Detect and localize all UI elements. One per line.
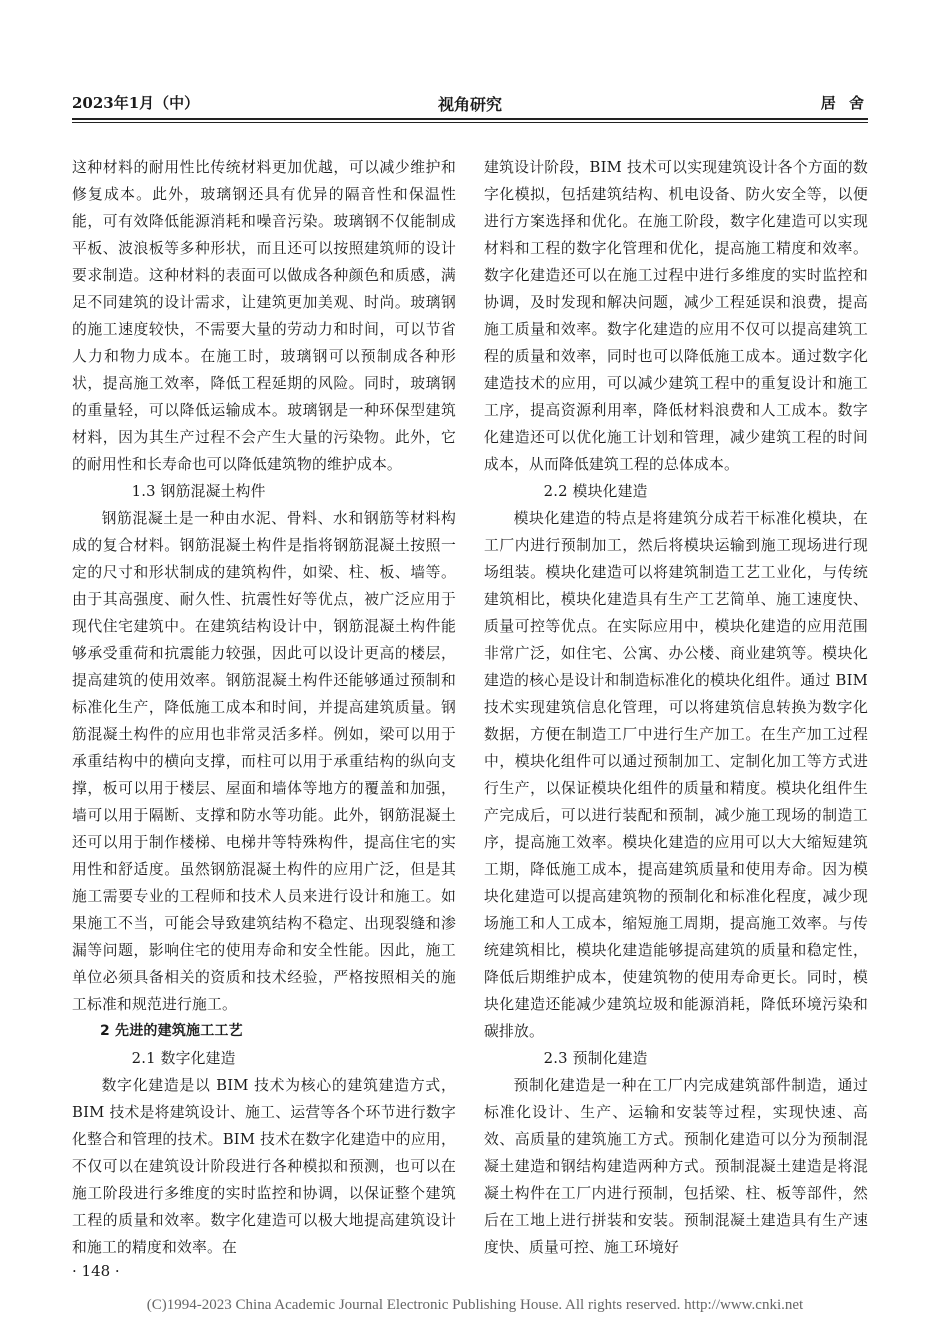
paragraph: 钢筋混凝土是一种由水泥、骨料、水和钢筋等材料构成的复合材料。钢筋混凝土构件是指将钢筋混凝土按照一定的尺寸和形状制成的建筑构件，如梁、柱、板、墙等。由于其高强度、耐久性、抗震性好等优点，被广泛应用于现代住宅建筑中。在建筑结构设计中，钢筋混凝土构件能够承受重荷和抗震能力较强，因此可以设计更高的楼层，提高建筑的使用效率。钢筋混凝土构件还能够通过预制和标准化生产，降低施工成本和时间，并提高建筑质量。钢筋混凝土构件的应用也非常灵活多样。例如，梁可以用于承重结构中的横向支撑，而柱可以用于承重结构的纵向支撑，板可以用于楼层、屋面和墙体等地方的覆盖和加强，墙可以用于隔断、支撑和防水等功能。此外，钢筋混凝土还可以用于制作楼梯、电梯井等特殊构件，提高住宅的实用性和舒适度。虽然钢筋混凝土构件的应用广泛，但是其施工需要专业的工程师和技术人员来进行设计和施工。如果施工不当，可能会导致建筑结构不稳定、出现裂缝和渗漏等问题，影响住宅的使用寿命和安全性能。因此，施工单位必须具备相关的资质和技术经验，严格按照相关的施工标准和规范进行施工。 — [72, 510, 456, 1013]
subsection-heading: 1.3 钢筋混凝土构件 — [131, 483, 266, 500]
subsection-heading: 2.1 数字化建造 — [131, 1050, 236, 1067]
header-journal-section: 视角研究 — [437, 95, 502, 114]
paragraph: 数字化建造是以 BIM 技术为核心的建筑建造方式，BIM 技术是将建筑设计、施工、运营等各个环节进行数字化整合和管理的技术。BIM 技术在数字化建造中的应用，不仅可以在建筑设计阶段进行各种模拟和预测，也可以在施工阶段进行多维度的实时监控和协调，以保证整个建筑工程的质量和效率。数字化建造可以极大地提高建筑设计和施工的精度和效率。在 — [72, 1077, 456, 1256]
right-column — [484, 154, 868, 1261]
header-date: 2023年1月（中） — [72, 94, 200, 112]
copyright-footer: (C)1994-2023 China Academic Journal Electronic Publishing House. All rights reserved. http://www.cnki.net — [146, 1297, 804, 1313]
subsection-heading: 2.3 预制化建造 — [543, 1050, 648, 1067]
paragraph: 模块化建造的特点是将建筑分成若干标准化模块，在工厂内进行预制加工，然后将模块运输到施工现场进行现场组装。模块化建造可以将建筑制造工艺工业化，与传统建筑相比，模块化建造具有生产工艺简单、施工速度快、质量可控等优点。在实际应用中，模块化建造的应用范围非常广泛，如住宅、公寓、办公楼、商业建筑等。模块化建造的核心是设计和制造标准化的模块化组件。通过 BIM 技术实现建筑信息化管理，可以将建筑信息转换为数字化数据，方便在制造工厂中进行生产加工。在生产加工过程中，模块化组件可以通过预制加工、定制化加工等方式进行生产，以保证模块化组件的质量和精度。模块化组件生产完成后，可以进行装配和预制，减少施工现场的制造工序，提高施工效率。模块化建造的应用可以大大缩短建筑工期，降低施工成本，提高建筑质量和使用寿命。因为模块化建造可以提高建筑物的预制化和标准化程度，减少现场施工和人工成本，缩短施工周期，提高施工效率。与传统建筑相比，模块化建造能够提高建筑的质量和稳定性，降低后期维护成本，使建筑物的使用寿命更长。同时，模块化建造还能减少建筑垃圾和能源消耗，降低环境污染和碳排放。 — [484, 510, 868, 1040]
paragraph-continued: 建筑设计阶段，BIM 技术可以实现建筑设计各个方面的数字化模拟，包括建筑结构、机电设备、防火安全等，以便进行方案选择和优化。在施工阶段，数字化建造可以实现材料和工程的数字化管理和优化，提高施工精度和效率。数字化建造还可以在施工过程中进行多维度的实时监控和协调，及时发现和解决问题，减少工程延误和浪费，提高施工质量和效率。数字化建造的应用不仅可以提高建筑工程的质量和效率，同时也可以降低施工成本。通过数字化建造技术的应用，可以减少建筑工程中的重复设计和施工工序，提高资源利用率，降低材料浪费和人工成本。数字化建造还可以优化施工计划和管理，减少建筑工程的时间成本，从而降低建筑工程的总体成本。 — [484, 159, 868, 473]
section-heading: 2 先进的建筑施工工艺 — [100, 1023, 243, 1039]
left-column — [72, 154, 456, 1261]
paragraph: 预制化建造是一种在工厂内完成建筑部件制造，通过标准化设计、生产、运输和安装等过程，实现快速、高效、高质量的建筑施工方式。预制化建造可以分为预制混凝土建造和钢结构建造两种方式。预制混凝土建造是将混凝土构件在工厂内进行预制，包括梁、柱、板等部件，然后在工地上进行拼装和安装。预制混凝土建造具有生产速度快、质量可控、施工环境好 — [484, 1077, 868, 1256]
header-rule-thick — [72, 118, 868, 120]
subsection-heading: 2.2 模块化建造 — [543, 483, 648, 500]
page-number: · 148 · — [72, 1262, 120, 1280]
paragraph-continued: 这种材料的耐用性比传统材料更加优越，可以减少维护和修复成本。此外，玻璃钢还具有优异的隔音性和保温性能，可有效降低能源消耗和噪音污染。玻璃钢不仅能制成平板、波浪板等多种形状，而且还可以按照建筑师的设计要求制造。这种材料的表面可以做成各种颜色和质感，满足不同建筑的设计需求，让建筑更加美观、时尚。玻璃钢的施工速度较快，不需要大量的劳动力和时间，可以节省人力和物力成本。在施工时，玻璃钢可以预制成各种形状，提高施工效率，降低工程延期的风险。同时，玻璃钢的重量轻，可以降低运输成本。玻璃钢是一种环保型建筑材料，因为其生产过程不会产生大量的污染物。此外，它的耐用性和长寿命也可以降低建筑物的维护成本。 — [72, 159, 456, 473]
header-author: 居 舍 — [820, 94, 868, 112]
header-rule-thin — [72, 122, 868, 123]
